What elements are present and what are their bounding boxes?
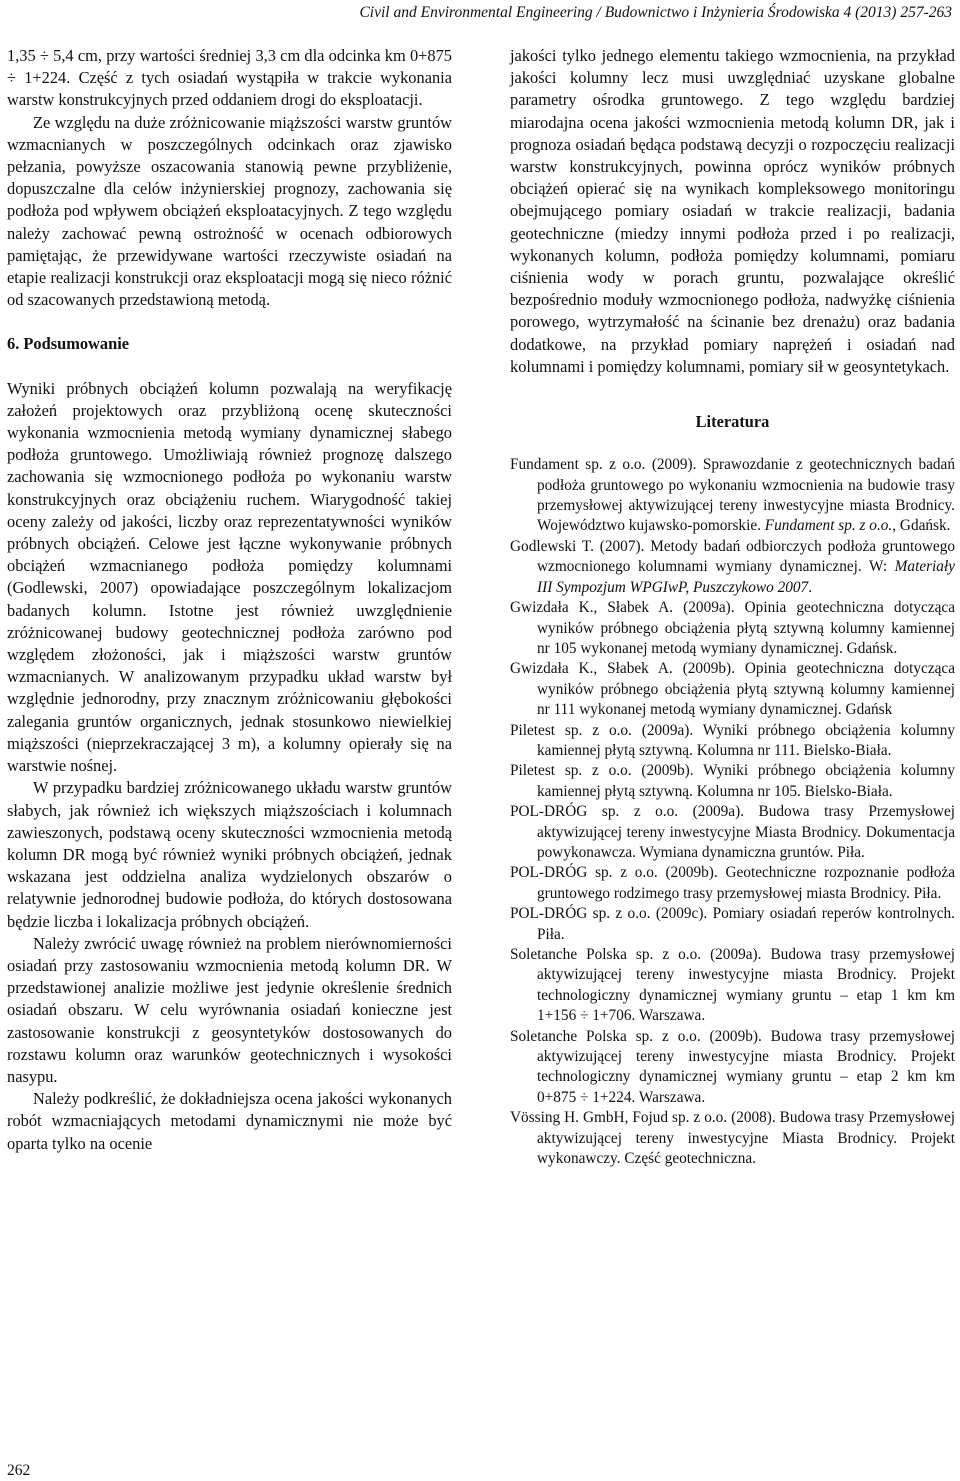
paragraph-continued-right: jakości tylko jednego elementu takiego wzmocnienia, na przykład jakości kolumny lecz musi uwzględniać uzyskane globalne parametry ośrodka gruntowego. Z tego względu bardziej miarodajna ocena jakości wzmocnienia metodą kolumn DR, jak i prognoza osiadań będąca podstawą decyzji o rozpoczęciu realizacji warstw konstrukcyjnych, powinna oprócz wyników próbnych obciążeń opierać się na wynikach kompleksowego monitoringu obejmującego pomiary osiadań w trakcie realizacji, badania geotechniczne (miedzy innymi podłoża przed i po realizacji, wykonanych kolumn, podłoża pomiędzy kolumnami, pomiaru ciśnienia wody w porach gruntu, pozwalające określić bezpośrednio moduły wzmocnionego podłoża, nadwyżkę ciśnienia porowego, wytrzymałość na ścinanie bez drenażu) oraz badania dodatkowe, na przykład pomiary naprężeń i osiadań nad kolumnami i pomiędzy kolumnami, pomiary sił w geosyntetykach. [510,46,955,376]
reference-text: Gwizdała K., Słabek A. (2009b). Opinia geotechniczna dotycząca wyników próbnego obciążenia płytą sztywną kolumny kamiennej nr 111 wykonanej metodą wymiany dynamicznej. Gdańsk [510,660,955,719]
paragraph-forecast: Ze względu na duże zróżnicowanie miąższości warstw gruntów wzmacnianych w poszczególnych odcinkach oraz zjawisko pełzania, powyższe oszacowania stanowią pewne przybliżenie, dopuszczalne dla celów inżynierskiej prognozy, zachowania się podłoża pod wpływem obciążeń eksploatacyjnych. Z tego względu należy zachować pewną ostrożność w ocenach odbiorowych pamiętając, że przewidywane wartości rzeczywiste osiadań na etapie realizacji konstrukcji oraz eksploatacji mogą się nieco różnić od szacowanych przedstawioną metodą. [7,112,452,310]
reference-entry [510,904,955,945]
reference-text: Soletanche Polska sp. z o.o. (2009b). Budowa trasy przemysłowej aktywizującej tereny inwestycyjne miasta Brodnicy. Projekt technologiczny dynamicznej wymiany gruntu – etap 2 km km 0+875 ÷ 1+224. Warszawa. [510,1027,955,1106]
reference-text: Piletest sp. z o.o. (2009a). Wyniki próbnego obciążenia kolumny kamiennej płytą sztywną. Kolumna nr 111. Bielsko-Biała. [510,721,955,759]
reference-source-italic: Materiały III Sympozjum WPGIwP, Puszczykowo 2007 [537,558,955,596]
reference-entry [510,761,955,802]
spacer [510,433,955,455]
section-heading: 6. Podsumowanie [7,334,130,354]
references-title: Literatura [695,412,770,432]
reference-list [510,455,955,1169]
reference-entry [510,945,955,1027]
spacer [7,356,452,378]
reference-text: Fundament sp. z o.o. (2009). Sprawozdanie z geotechnicznych badań podłoża gruntowego po wykonaniu wzmocnienia na budowie trasy przemysłowej aktywizującej tereny inwestycyjne miasta Brodnicy. Województwo kujawsko-pomorskie. [510,456,955,535]
reference-text: POL-DRÓG sp. z o.o. (2009b). Geotechniczne rozpoznanie podłoża gruntowego rodzimego trasy przemysłowej miasta Brodnicy. Piła. [510,864,955,902]
paragraph-summary-2: W przypadku bardziej zróżnicowanego układu warstw gruntów słabych, jak również ich większych miąższościach i kolumnach zawieszonych, podstawą oceny skuteczności wzmocnienia metodą kolumn DR mogą być również wyniki próbnych obciążeń, jednak wskazana jest oddzielna analiza wydzielonych obszarów o relatywnie jednorodnej budowie podłoża, do których dostosowana będzie liczba i lokalizacja próbnych obciążeń. [7,778,452,931]
reference-entry [510,598,955,659]
spacer [7,311,452,333]
reference-text: POL-DRÓG sp. z o.o. (2009c). Pomiary osiadań reperów kontrolnych. Piła. [510,905,955,943]
reference-text: Gwizdała K., Słabek A. (2009a). Opinia geotechniczna dotycząca wyników próbnego obciążenia płytą sztywną kolumny kamiennej nr 105 wykonanej metodą wymiany dynamicznej. Gdańsk. [510,599,955,657]
reference-entry [510,455,955,537]
spacer [510,378,955,411]
reference-text: Piletest sp. z o.o. (2009b). Wyniki próbnego obciążenia kolumny kamiennej płytą sztywną. Kolumna nr 105. Bielsko-Biała. [510,762,955,800]
paragraph-continued: 1,35 ÷ 5,4 cm, przy wartości średniej 3,3 cm dla odcinka km 0+875 ÷ 1+224. Część z tych osiadań wystąpiła w trakcie wykonania warstw konstrukcyjnych przed oddaniem drogi do eksploatacji. [7,46,452,110]
reference-text: Godlewski T. (2007). Metody badań odbiorczych podłoża gruntowego wzmocnionego kolumnami wymiany dynamicznej. W: [510,537,955,576]
paragraph-summary-4: Należy podkreślić, że dokładniejsza ocena jakości wykonanych robót wzmacniających metodami dynamicznymi nie może być oparta tylko na ocenie [7,1089,452,1153]
reference-entry [510,721,955,762]
running-header: Civil and Environmental Engineering / Budownictwo i Inżynieria Środowiska 4 (2013) 257-263 [359,4,952,21]
reference-entry [510,1027,955,1109]
reference-text-end: . [808,578,813,596]
reference-text: POL-DRÓG sp. z o.o. (2009a). Budowa trasy Przemysłowej aktywizującej tereny inwestycyjne Miasta Brodnicy. Dokumentacja powykonawcza. Wymiana dynamiczna gruntów. Piła. [510,803,955,861]
paragraph-summary-1: Wyniki próbnych obciążeń kolumn pozwalają na weryfikację założeń projektowych oraz przybliżoną ocenę skuteczności wykonania wzmocnienia metodą wymiany dynamicznej słabego podłoża gruntowego. Umożliwiają również prognozę dalszego zachowania się wzmocnionego podłoża po wykonaniu warstw konstrukcyjnych oraz obciążeniu ruchem. Wiarygodność takiej oceny zależy od jakości, liczby oraz reprezentatywności wyników próbnych obciążeń. Celowe jest łączne wykonywanie próbnych obciążeń wzmacnianego podłoża pomiędzy kolumnami (Godlewski, 2007) opowiadające poszczególnym lokalizacjom badanych kolumn. Istotne jest również uwzględnienie zróżnicowanej budowy geotechnicznej podłoża zarówno pod względem złożoności, jak i miąższości warstw gruntów wzmacnianych. W analizowanym przypadku układ warstw był względnie jednorodny, przy znacznym zróżnicowaniu głębokości zalegania gruntów organicznych, jednak stosunkowo niewielkiej miąższości (nieprzekraczającej 3 m), a kolumny opierały się na warstwie nośnej. [7,378,452,776]
left-column [7,45,452,1155]
reference-source-italic: Fundament sp. z o.o. [764,517,893,535]
reference-entry [510,659,955,720]
reference-text: Soletanche Polska sp. z o.o. (2009a). Budowa trasy przemysłowej aktywizującej tereny inwestycyjne miasta Brodnicy. Projekt technologiczny dynamicznej wymiany gruntu – etap 1 km km 1+156 ÷ 1+706. Warszawa. [510,946,955,1025]
reference-text: Vössing H. GmbH, Fojud sp. z o.o. (2008). Budowa trasy Przemysłowej aktywizującej tereny inwestycyjne Miasta Brodnicy. Projekt wykonawczy. Część geotechniczna. [510,1109,955,1168]
reference-entry [510,537,955,598]
right-column [510,45,955,1169]
reference-entry [510,863,955,904]
reference-text-end: , Gdańsk. [892,517,951,535]
paragraph-summary-3: Należy zwrócić uwagę również na problem nierównomierności osiadań przy zastosowaniu wzmocnienia metodą kolumn DR. W przedstawionej analizie możliwe jest jedynie określenie średnich osiadań obszaru. W celu wyrównania osiadań konieczne jest zastosowanie konstrukcji z geosyntetyków dostosowanych do rozstawu kolumn oraz warunków geotechnicznych i wysokości nasypu. [7,933,452,1086]
reference-entry [510,802,955,863]
page-number: 262 [7,1462,31,1479]
reference-entry [510,1108,955,1169]
